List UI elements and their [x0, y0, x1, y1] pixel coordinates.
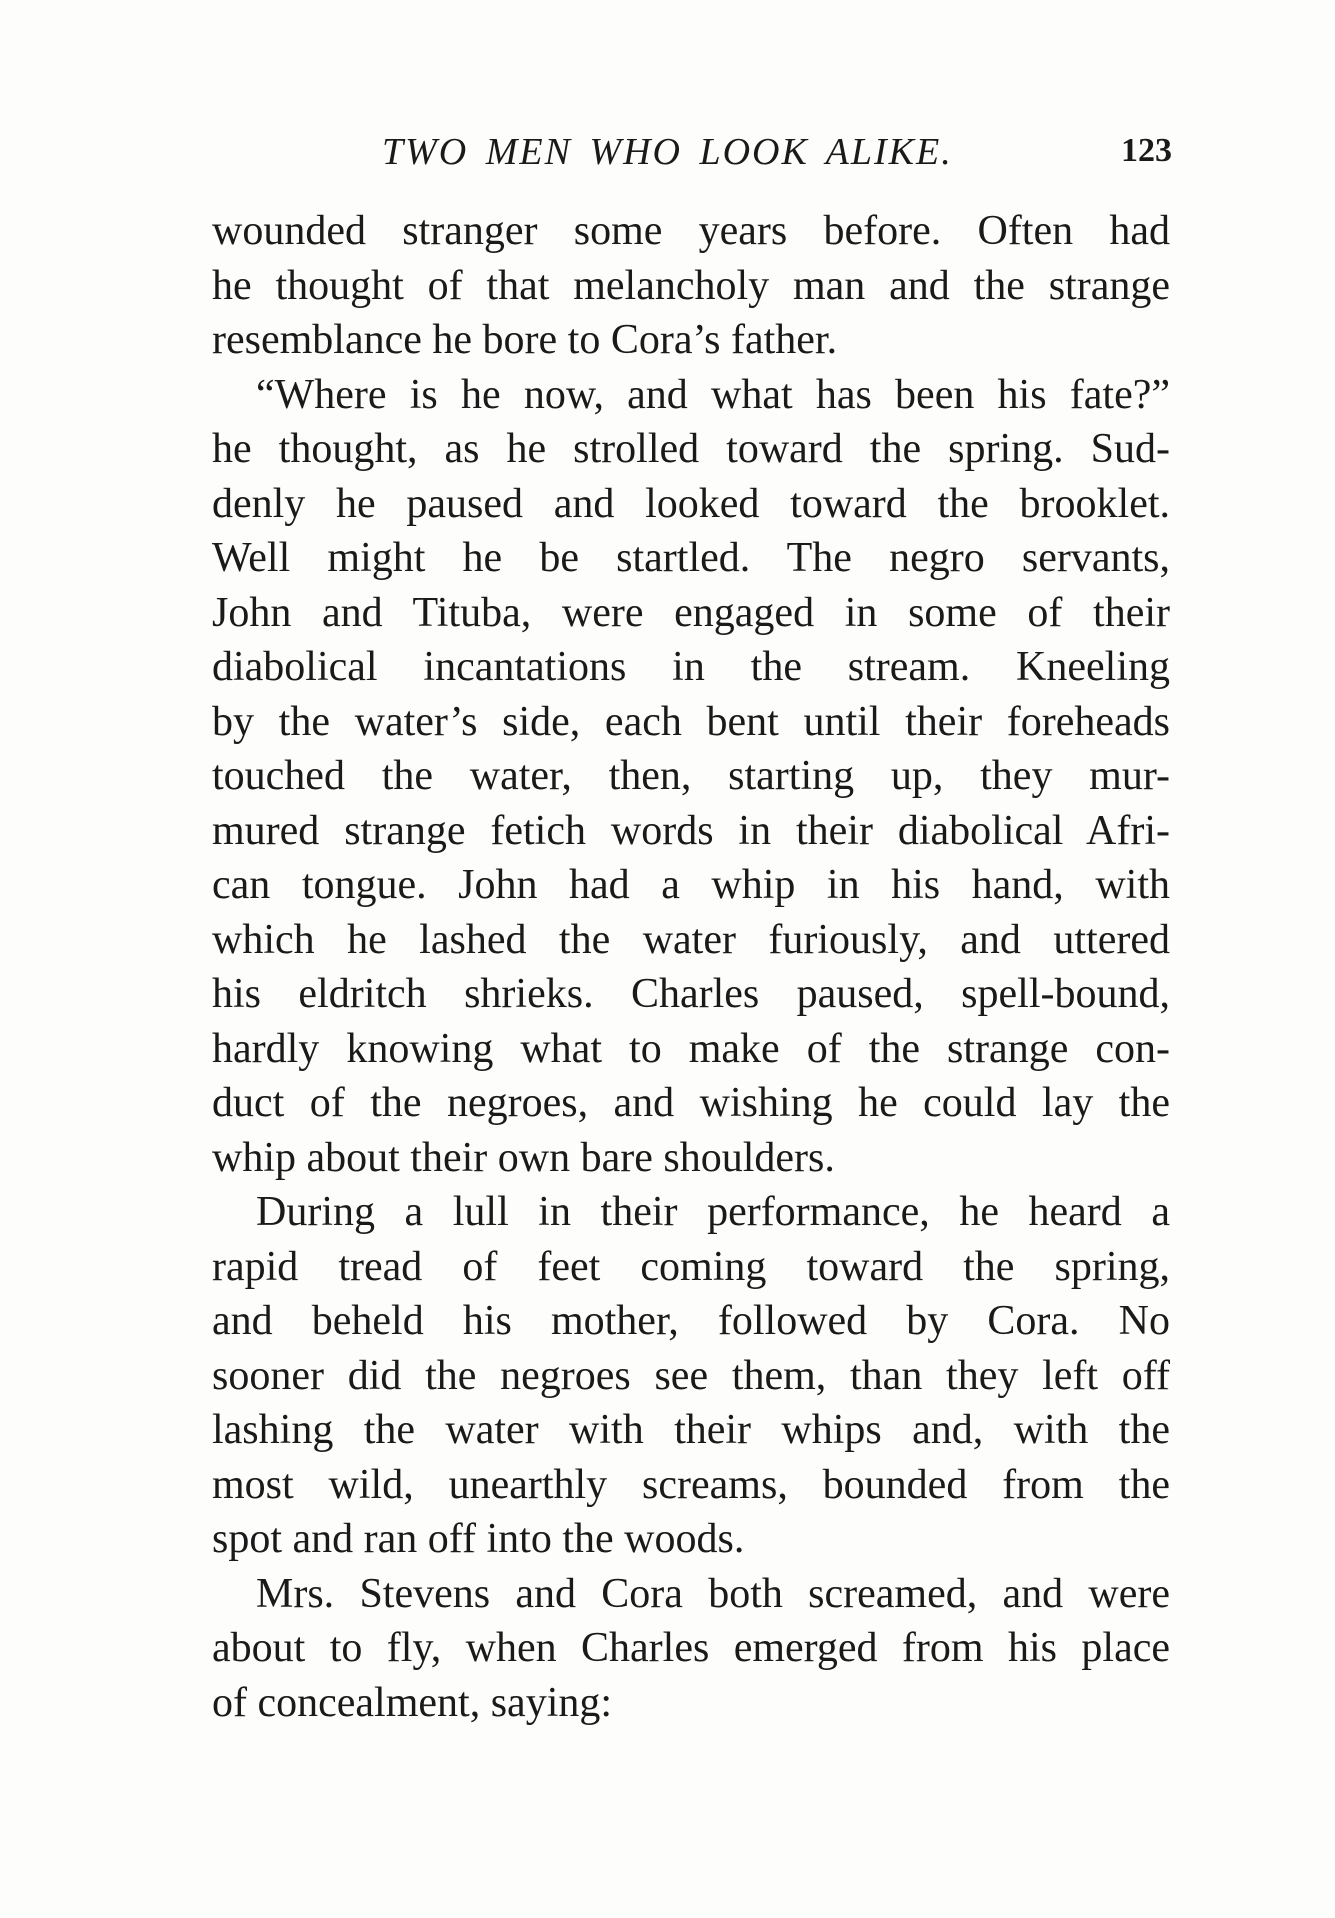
text-line: duct of the negroes, and wishing he could lay the: [212, 1080, 1170, 1126]
text-line: resemblance he bore to Cora’s father.: [212, 317, 838, 363]
text-line: most wild, unearthly screams, bounded from the: [212, 1461, 1170, 1508]
text-line: and beheld his mother, followed by Cora. No: [212, 1298, 1170, 1344]
text-line: by the water’s side, each bent until their foreheads: [212, 698, 1170, 745]
text-line: hardly knowing what to make of the strange con-: [212, 1025, 1170, 1072]
text-line: he thought, as he strolled toward the spring. Sud-: [212, 426, 1170, 472]
paragraph: [212, 204, 1170, 368]
page-number: 123: [1121, 132, 1172, 169]
paragraph: [212, 1185, 1170, 1567]
text-line: he thought of that melancholy man and the strange: [212, 262, 1170, 309]
text-line: whip about their own bare shoulders.: [212, 1134, 835, 1181]
running-title: TWO MEN WHO LOOK ALIKE.: [382, 131, 953, 173]
text-line: of concealment, saying:: [212, 1679, 613, 1726]
text-line: his eldritch shrieks. Charles paused, spell-bound,: [212, 971, 1170, 1017]
text-line: spot and ran off into the woods.: [212, 1516, 745, 1562]
text-line: touched the water, then, starting up, they mur-: [212, 753, 1170, 799]
text-line: denly he paused and looked toward the brooklet.: [212, 480, 1170, 527]
text-line: John and Tituba, were engaged in some of their: [212, 589, 1170, 636]
text-line: sooner did the negroes see them, than they left off: [212, 1352, 1170, 1399]
paragraph: [212, 1567, 1170, 1731]
text-line: Mrs. Stevens and Cora both screamed, and were: [256, 1570, 1170, 1617]
paragraph: [212, 368, 1170, 1186]
text-line: wounded stranger some years before. Often had: [212, 208, 1170, 254]
text-line: diabolical incantations in the stream. Kneeling: [212, 644, 1170, 690]
body-text: [212, 204, 1170, 1730]
text-line: which he lashed the water furiously, and uttered: [212, 916, 1170, 963]
text-line: “Where is he now, and what has been his fate?”: [256, 371, 1170, 418]
page-header: [212, 130, 1172, 190]
text-line: lashing the water with their whips and, with the: [212, 1407, 1170, 1453]
text-line: During a lull in their performance, he heard a: [256, 1189, 1170, 1235]
text-line: about to fly, when Charles emerged from his place: [212, 1625, 1170, 1671]
text-line: rapid tread of feet coming toward the spring,: [212, 1243, 1170, 1290]
text-line: Well might he be startled. The negro servants,: [212, 535, 1170, 581]
text-line: can tongue. John had a whip in his hand, with: [212, 862, 1170, 908]
text-line: mured strange fetich words in their diabolical Afri-: [212, 807, 1170, 854]
